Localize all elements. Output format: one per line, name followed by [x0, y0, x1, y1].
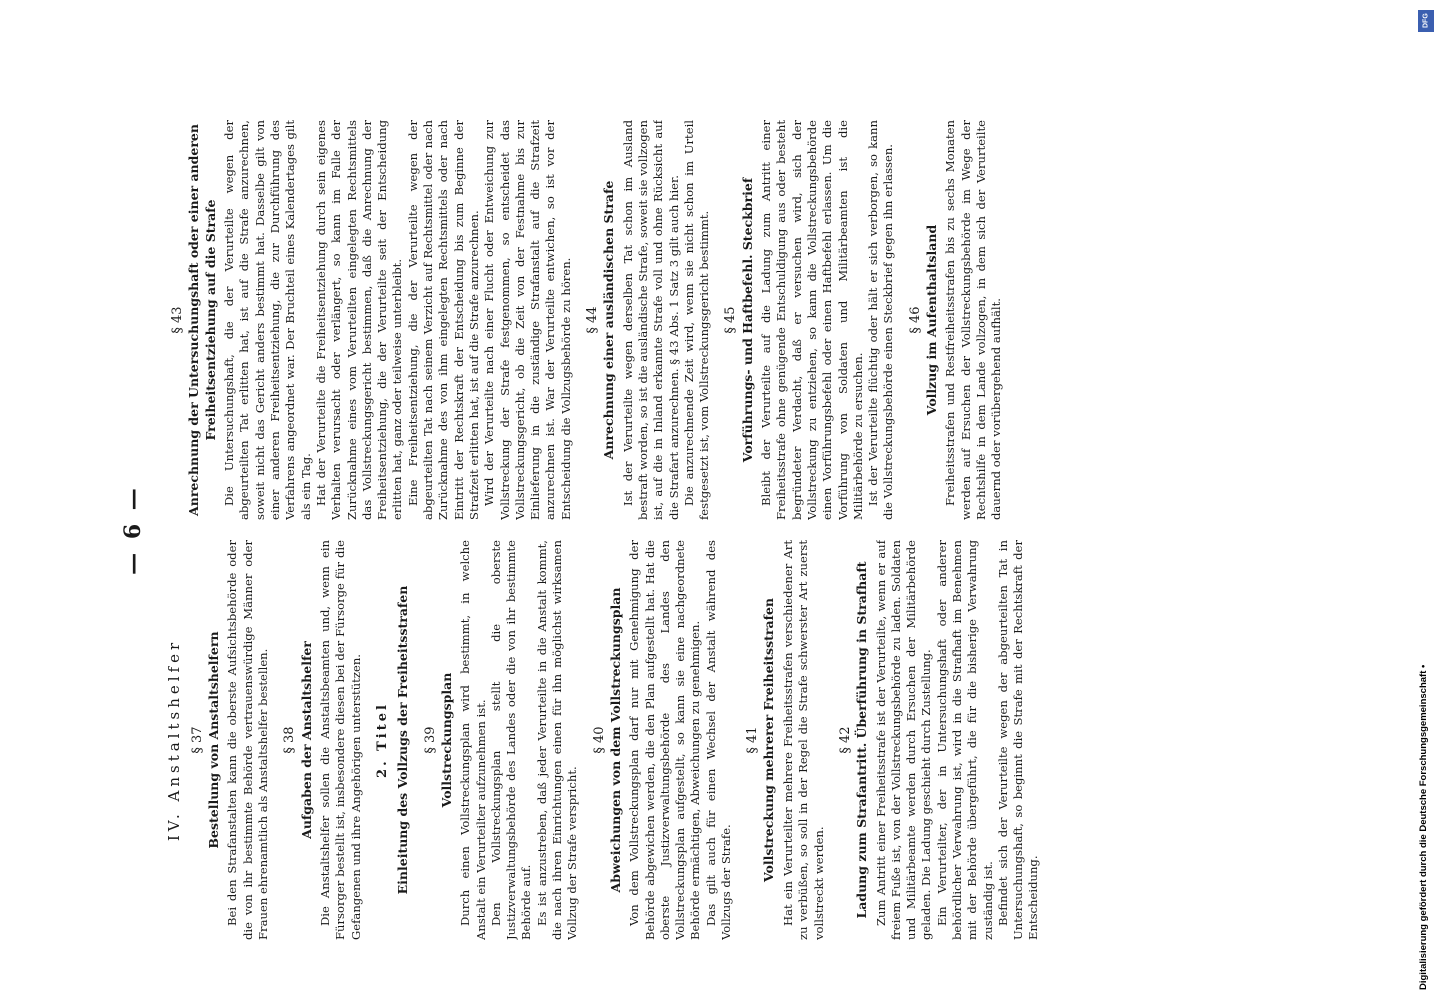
paragraph: Die anzurechnende Zeit wird, wenn sie nicht schon im Urteil festgesetzt ist, vom Vollstreckungsgericht bestimmt.: [681, 120, 712, 520]
section-44: [584, 120, 712, 520]
section-title: Ladung zum Strafantritt. Überführung in Strafhaft: [854, 561, 870, 919]
section-title: Vorführungs- und Haftbefehl. Steckbrief: [739, 177, 755, 463]
section-37: [189, 540, 272, 940]
section-title: Aufgaben der Anstaltshelfer: [298, 641, 314, 839]
section-46: [907, 120, 1005, 520]
paragraph: Es ist anzustreben, daß jeder Verurteilte in die Anstalt kommt, die nach ihren Einrichtungen einen für ihn möglichst wirksamen Vollzug der Strafe verspricht.: [534, 540, 580, 940]
paragraph: Den Vollstreckungsplan stellt die oberste Justizverwaltungsbehörde des Landes oder die von ihr bestimmte Behörde auf.: [488, 540, 534, 940]
section-38: [281, 540, 364, 940]
section-number: § 40: [591, 726, 607, 754]
paragraph: Freiheitsstrafen und Restfreiheitsstrafen bis zu sechs Monaten werden auf Ersuchen der Vollstreckungsbehörde im Wege der Rechtshilfe in dem Lande vollzogen, in dem sich der Verurteilte dauernd oder vorübergehend aufhält.: [943, 120, 1004, 520]
paragraph: Bleibt der Verurteilte auf die Ladung zum Antritt einer Freiheitsstrafe ohne genügende Entschuldigung aus oder besteht begründeter Verdacht, daß er versuchen wird, sich der Vollstreckung zu entziehen, so kann die Vollstreckungsbehörde einen Vorführungsbefehl oder einen Haftbefehl erlassen. Um die Vorführung von Soldaten und Militärbeamten ist die Militärbehörde zu ersuchen.: [759, 120, 865, 520]
paragraph: Bei den Strafanstalten kann die oberste Aufsichtsbehörde oder die von ihr bestimmte Behörde vertrauenswürdige Männer oder Frauen ehrenamtlich als Anstaltshelfer bestellen.: [225, 540, 271, 940]
paragraph: Hat ein Verurteilter mehrere Freiheitsstrafen verschiedener Art zu verbüßen, so soll in der Regel die Strafe schwerster Art zuerst vollstreckt werden.: [780, 540, 826, 940]
section-43: [169, 120, 574, 520]
titel-title: Einleitung des Vollzugs der Freiheitsstrafen: [395, 585, 411, 895]
section-title: Vollstreckung mehrerer Freiheitsstrafen: [761, 598, 777, 883]
section-45: [722, 120, 896, 520]
section-number: § 42: [837, 726, 853, 754]
titel-heading: 2. Titel: [374, 702, 390, 778]
digitization-note: Digitalisierung gefördert durch die Deutsche Forschungsgemeinschaft •: [1418, 664, 1429, 990]
part-title: IV. Anstaltshelfer: [165, 638, 183, 842]
dfg-logo: DFG: [1418, 10, 1434, 32]
section-42: [837, 540, 1042, 940]
section-number: § 45: [723, 306, 739, 334]
paragraph: Die Anstaltshelfer sollen die Anstaltsbeamten und, wenn ein Fürsorger bestellt ist, insbesondere diesen bei der Fürsorge für die Gefangenen und ihre Angehörigen unterstützen.: [318, 540, 363, 940]
paragraph: Zum Antritt einer Freiheitsstrafe ist der Verurteilte, wenn er auf freiem Fuße ist, von der Vollstreckungsbehörde zu laden. Soldaten und Militärbeamte werden durch Ersuchen der Militärbehörde geladen. Die Ladung geschieht durch Zustellung.: [873, 540, 934, 940]
section-number: § 41: [745, 726, 761, 754]
section-number: § 43: [170, 306, 185, 334]
section-title: Bestellung von Anstaltshelfern: [205, 631, 221, 849]
paragraph: Eine Freiheitsentziehung, die der Verurteilte wegen der abgeurteilten Tat nach seinem Verzicht auf Rechtsmittel oder nach Zurücknahme des von ihm eingelegten Rechtsmittels oder nach Eintritt der Rechtskraft der Entscheidung bis zum Beginne der Strafzeit erlitten hat, ist auf die Strafe anzurechnen.: [405, 120, 481, 520]
paragraph: Hat der Verurteilte die Freiheitsentziehung durch sein eigenes Verhalten verursacht oder verlängert, so kann im Falle der Zurücknahme eines vom Verurteilten eingelegten Rechtsmittels das Vollstreckungsgericht bestimmen, daß die Anrechnung der Freiheitsentziehung, die der Verurteilte seit der Entscheidung erlitten hat, ganz oder teilweise unterbleibt.: [313, 120, 405, 520]
section-title: Anrechnung der Untersuchungshaft oder einer anderen Freiheitsentziehung auf die Strafe: [186, 124, 218, 516]
paragraph: Von dem Vollstreckungsplan darf nur mit Genehmigung der Behörde abgewichen werden, die den Plan aufgestellt hat. Hat die oberste Justizverwaltungsbehörde des Landes den Vollstreckungsplan aufgestellt, so kann sie eine nachgeordnete Behörde ermächtigen, Abweichungen zu genehmigen.: [627, 540, 703, 940]
titel-2: [374, 540, 412, 940]
paragraph: Ein Verurteilter, der in Untersuchungshaft oder anderer behördlicher Verwahrung ist, wird in die Strafhaft im Benehmen mit der Behörde übergeführt, die für die bisherige Verwahrung zuständig ist.: [934, 540, 995, 940]
paragraph: Die Untersuchungshaft, die der Verurteilte wegen der abgeurteilten Tat erlitten hat, ist auf die Strafe anzurechnen, soweit nicht das Gericht anders bestimmt hat. Dasselbe gilt von einer anderen Freiheitsentziehung, die zur Durchführung des Verfahrens angeordnet war. Der Bruchteil eines Kalendertages gilt als ein Tag.: [222, 120, 313, 520]
section-40: [591, 540, 735, 940]
paragraph: Ist der Verurteilte wegen derselben Tat schon im Ausland bestraft worden, so ist die ausländische Strafe, soweit sie vollzogen ist, auf die in Inland erkannte Strafe voll und ohne Rücksicht auf die Strafart anzurechnen. § 43 Abs. 1 Satz 3 gilt auch hier.: [620, 120, 681, 520]
section-number: § 46: [907, 306, 923, 334]
left-column: [165, 540, 1434, 940]
page-number: — 6 —: [120, 485, 146, 575]
paragraph: Befindet sich der Verurteilte wegen der abgeurteilten Tat in Untersuchungshaft, so beginnt die Strafe mit der Rechtskraft der Entscheidung.: [995, 540, 1041, 940]
paragraph: Ist der Verurteilte flüchtig oder hält er sich verborgen, so kann die Vollstreckungsbehörde einen Steckbrief gegen ihn erlassen.: [866, 120, 896, 520]
document-page: [110, 110, 1434, 950]
paragraph: Wird der Verurteilte nach einer Flucht oder Entweichung zur Vollstreckung der Strafe festgenommen, so entscheidet das Vollstreckungsgericht, ob die Zeit von der Festnahme bis zur Einlieferung in die zuständige Strafanstalt auf die Strafzeit anzurechnen ist. War der Verurteilte entwichen, so ist vor der Entscheidung die Vollzugsbehörde zu hören.: [482, 120, 573, 520]
section-title: Vollstreckungsplan: [438, 672, 454, 808]
paragraph: Das gilt auch für einen Wechsel der Anstalt während des Vollzugs der Strafe.: [703, 540, 734, 940]
section-41: [744, 540, 827, 940]
section-title: Vollzug im Aufenthaltsland: [923, 224, 939, 416]
paragraph: Durch einen Vollstreckungsplan wird bestimmt, in welche Anstalt ein Verurteilter aufzunehmen ist.: [458, 540, 488, 940]
section-number: § 38: [282, 726, 298, 754]
section-title: Anrechnung einer ausländischen Strafe: [601, 180, 617, 460]
right-column: [165, 120, 1434, 520]
section-number: § 44: [584, 306, 600, 334]
section-39: [422, 540, 581, 940]
section-number: § 37: [189, 726, 205, 754]
section-title: Abweichungen von dem Vollstreckungsplan: [607, 587, 623, 893]
section-number: § 39: [422, 726, 438, 754]
